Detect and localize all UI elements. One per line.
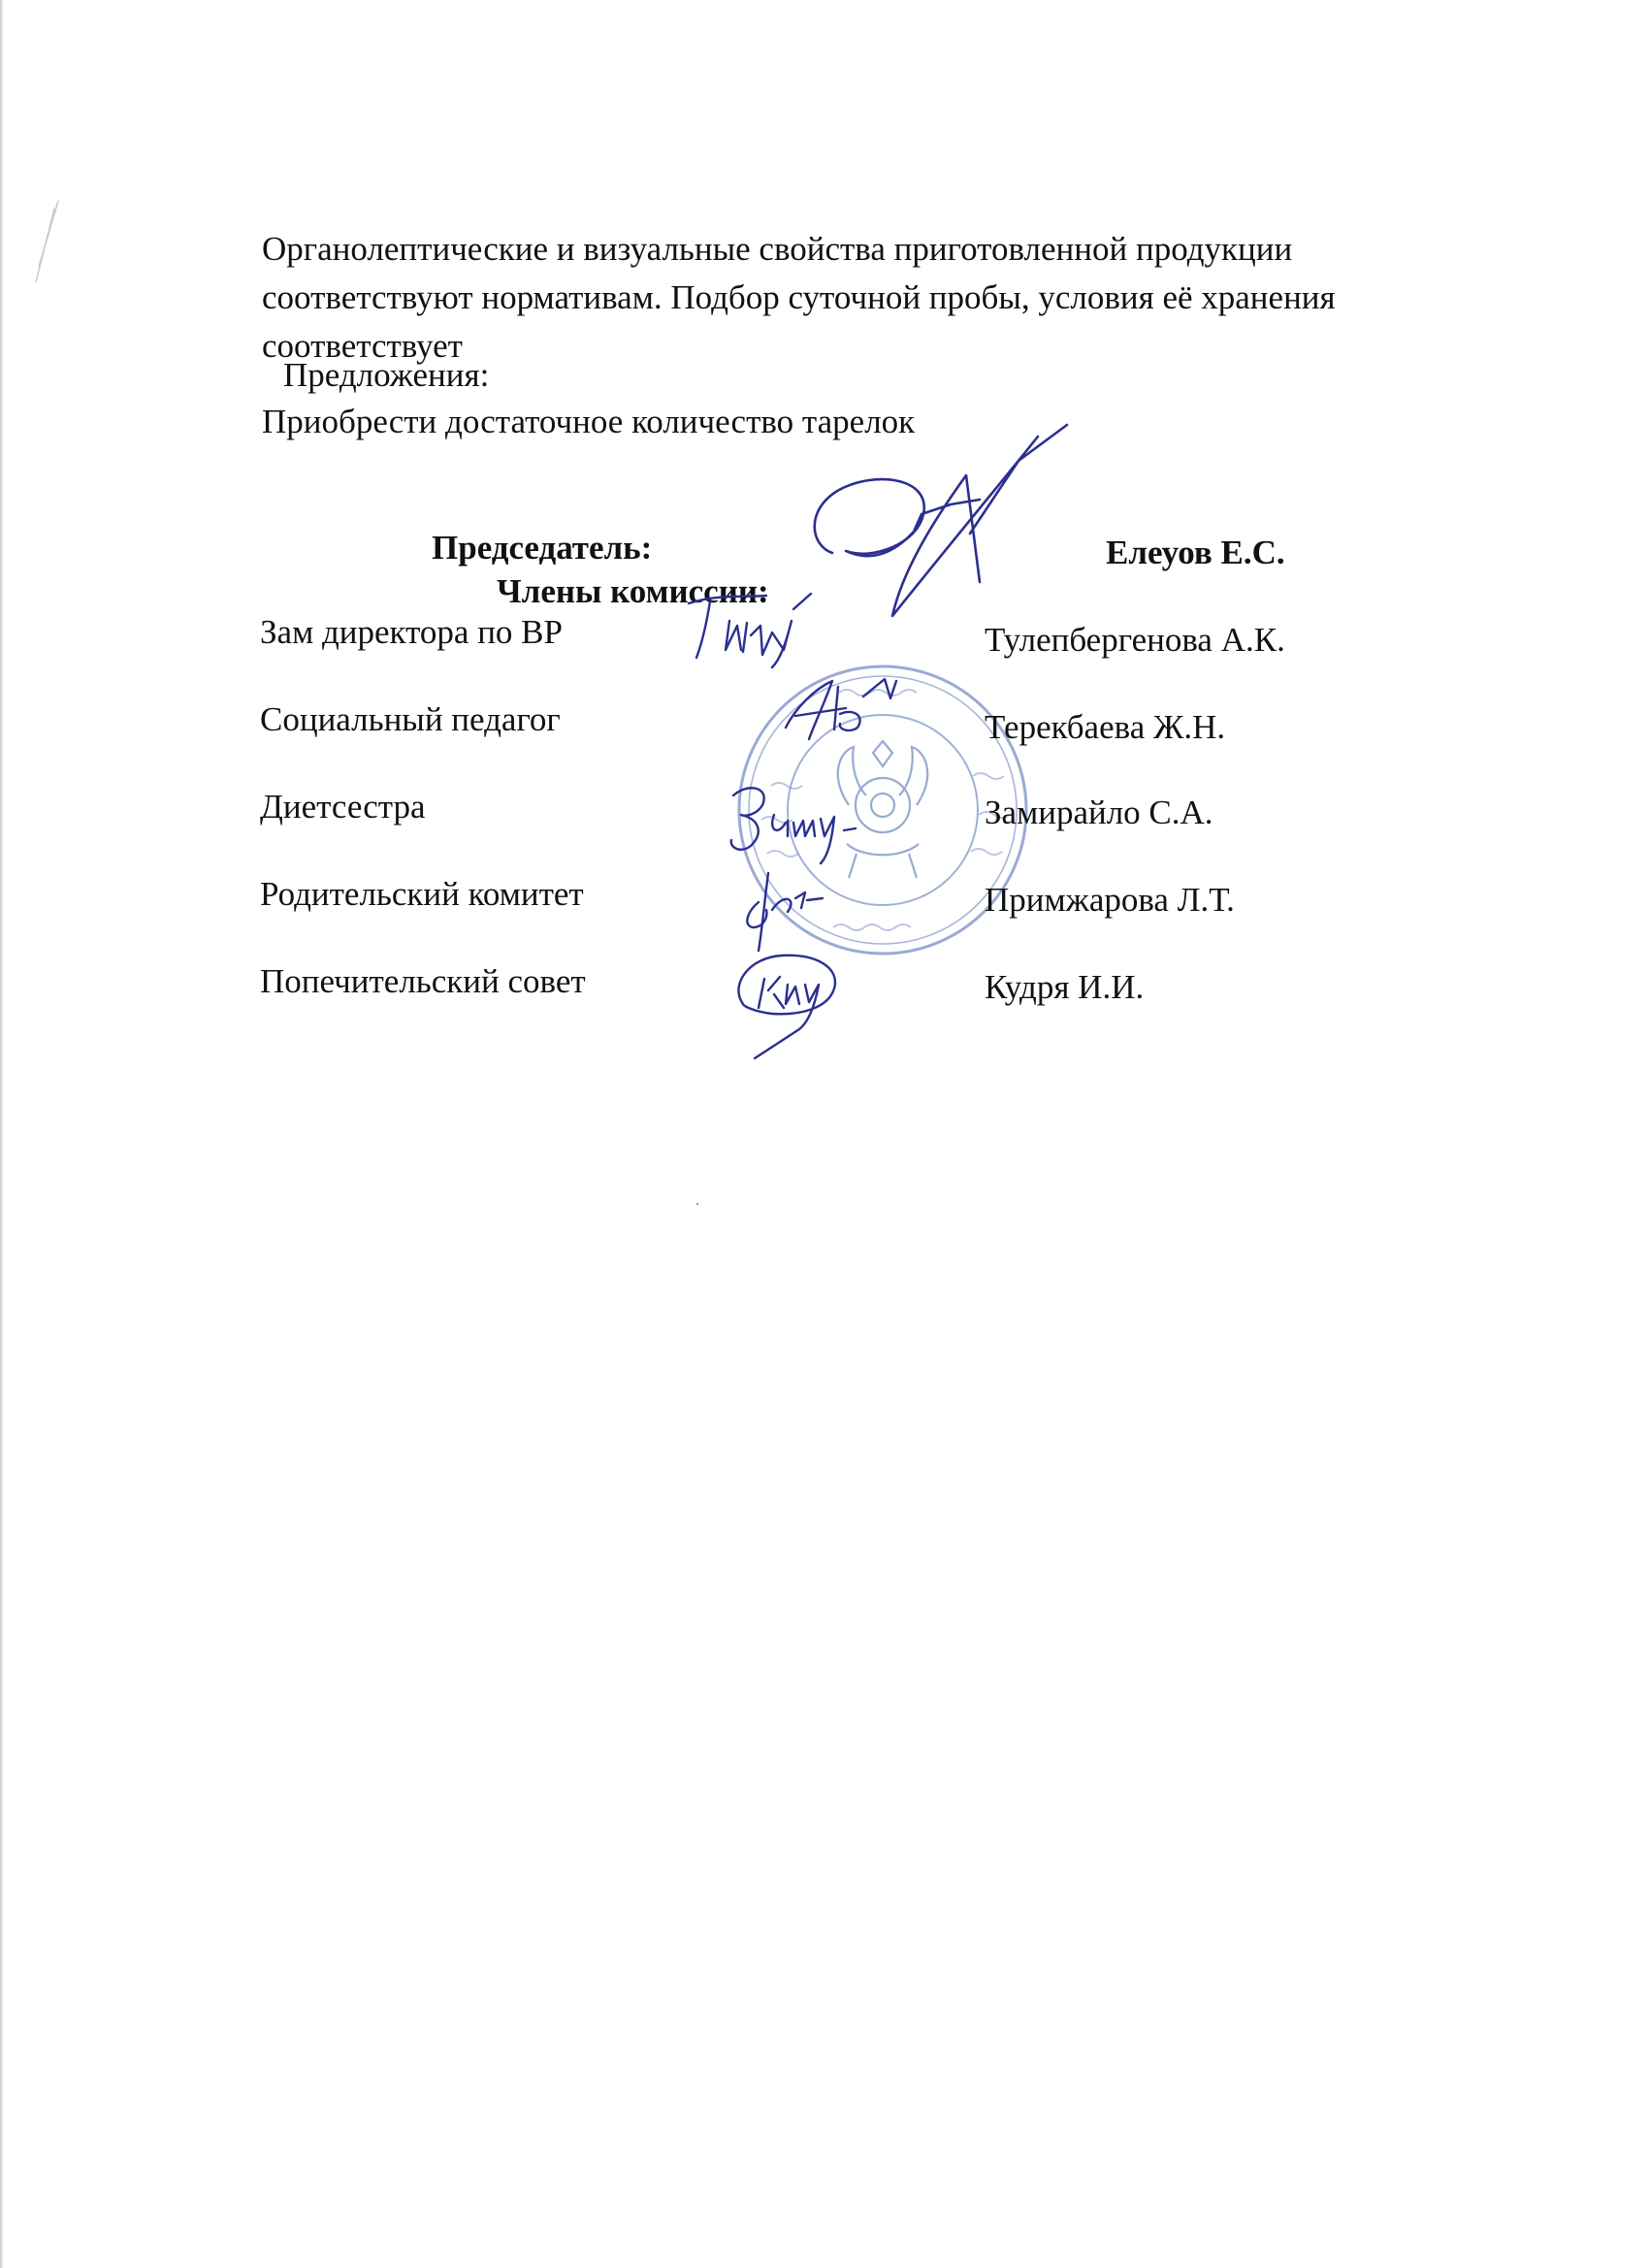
scan-speck [696,1203,698,1205]
member-signature [776,669,902,757]
chair-signature [786,417,1077,650]
members-label: Члены комиссии: [497,572,769,610]
scan-edge [0,0,4,2268]
chair-name: Елеуов Е.С. [1106,534,1285,571]
scan-mark [33,199,62,286]
member-name: Кудря И.И. [985,968,1145,1006]
member-signature [726,946,861,1062]
member-name: Тулепбергенова А.К. [985,621,1285,659]
member-role: Диетсестра [260,788,426,826]
inspection-paragraph: Органолептические и визуальные свойства приготовленной продукции соответствуют нормативам. Подбор суточной пробы, условия её хранения соответствует [262,230,1336,365]
member-role: Родительский комитет [260,875,584,913]
member-name: Примжарова Л.Т. [985,881,1235,919]
member-role: Попечительский совет [260,962,586,1000]
chair-label: Председатель: [432,529,653,567]
proposals-label: Предложения: [283,356,490,394]
member-role: Зам директора по ВР [260,613,563,651]
member-signature [729,854,836,960]
member-name: Замирайло С.А. [985,794,1213,831]
member-role: Социальный педагог [260,700,561,738]
member-name: Терекбаева Ж.Н. [985,708,1226,746]
proposals-text: Приобрести достаточное количество тарелок [262,403,916,440]
member-signature [679,582,824,669]
